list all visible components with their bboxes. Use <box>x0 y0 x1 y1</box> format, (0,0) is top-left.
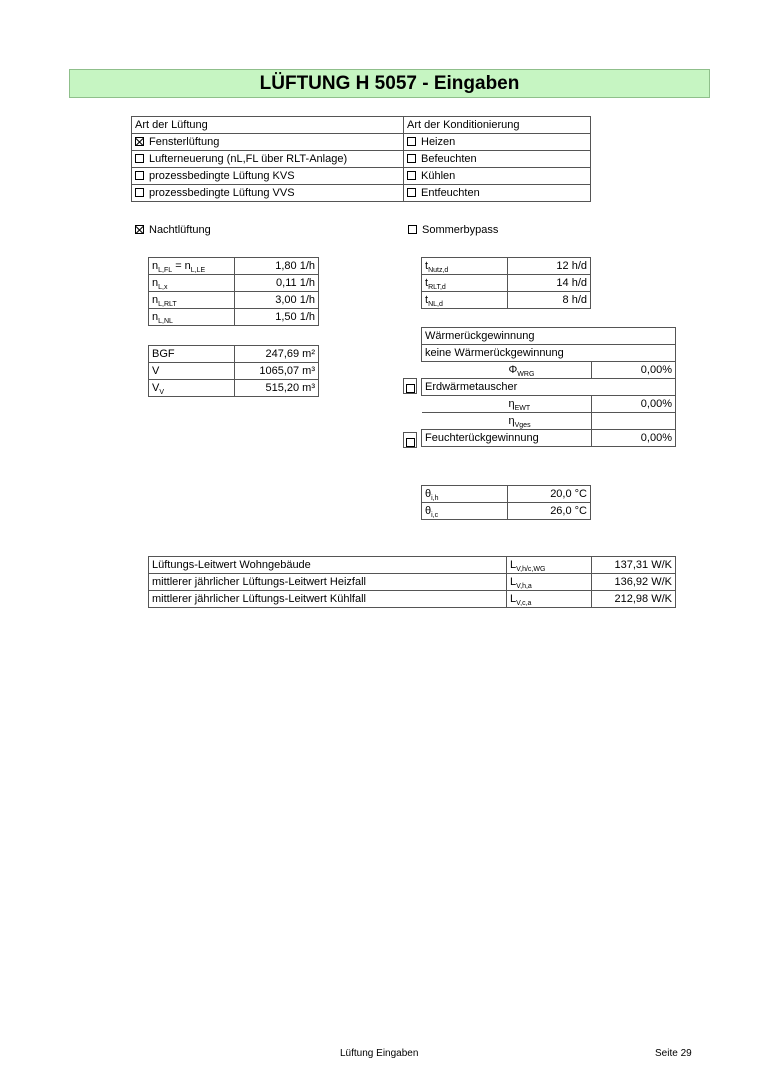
konditionierung-option[interactable]: Heizen <box>404 134 591 151</box>
table-row: Lüftungs-Leitwert Wohngebäude $L_{V,h/c,WG}$ 137,31 W/K <box>149 557 676 574</box>
value-cell[interactable]: 247,69 m² <box>235 346 319 363</box>
value-cell[interactable]: 1,80 1/h <box>235 258 319 275</box>
value-cell[interactable]: 0,00% <box>592 430 676 447</box>
value-cell[interactable]: 0,00% <box>592 396 676 413</box>
checked-box-icon[interactable] <box>135 137 144 146</box>
value-cell[interactable]: 20,0 °C <box>508 486 591 503</box>
table-row: V 1065,07 m³ <box>149 363 319 380</box>
lueftung-option[interactable]: prozessbedingte Lüftung KVS <box>132 168 404 185</box>
checkbox-icon[interactable] <box>135 154 144 163</box>
lueftung-option[interactable]: prozessbedingte Lüftung VVS <box>132 185 404 202</box>
value-cell[interactable] <box>592 413 676 430</box>
lueftung-option[interactable]: Lufterneuerung (nL,FL über RLT-Anlage) <box>132 151 404 168</box>
art-konditionierung-header: Art der Konditionierung <box>404 117 591 134</box>
checkbox-icon[interactable] <box>407 154 416 163</box>
checkbox-icon[interactable] <box>408 225 417 234</box>
sommerbypass-option[interactable]: Sommerbypass <box>408 222 498 238</box>
heat-recovery-block: Wärmerückgewinnung keine Wärmerückgewinnung $\Phi_{WRG}$ 0,00% Erdwärmetauscher $\eta_{EWT}$ 0,00% $\eta_{Vges}$ Feuchterückgewinnung 0,00% <box>403 327 676 451</box>
page-title: LÜFTUNG H 5057 - Eingaben <box>69 69 710 98</box>
art-table <box>131 116 591 202</box>
value-cell[interactable]: 515,20 m³ <box>235 380 319 397</box>
table-row: $n_{L,x}$ 0,11 1/h <box>149 275 319 292</box>
checkbox-icon[interactable] <box>135 188 144 197</box>
lueftung-option[interactable]: Fensterlüftung <box>132 134 404 151</box>
checkbox-icon[interactable] <box>135 171 144 180</box>
feuchte-checkbox-cell[interactable] <box>403 432 417 448</box>
value-cell: 137,31 W/K <box>592 557 676 574</box>
table-row: $\theta_{i,h}$ 20,0 °C <box>422 486 591 503</box>
footer-title: Lüftung Eingaben <box>340 1048 419 1059</box>
table-row: $n_{L,NL}$ 1,50 1/h <box>149 309 319 326</box>
value-cell[interactable]: 8 h/d <box>508 292 591 309</box>
table-row: $t_{Nutz,d}$ 12 h/d <box>422 258 591 275</box>
usage-time-table <box>421 257 591 309</box>
checkbox-icon[interactable] <box>407 188 416 197</box>
checkbox-icon[interactable] <box>407 171 416 180</box>
table-row: $\theta_{i,c}$ 26,0 °C <box>422 503 591 520</box>
konditionierung-option[interactable]: Kühlen <box>404 168 591 185</box>
value-cell: 212,98 W/K <box>592 591 676 608</box>
feuchte-label: Feuchterückgewinnung <box>422 430 592 447</box>
table-row: BGF 247,69 m² <box>149 346 319 363</box>
table-row: $t_{RLT,d}$ 14 h/d <box>422 275 591 292</box>
value-cell[interactable]: 0,11 1/h <box>235 275 319 292</box>
ewt-checkbox-cell[interactable] <box>403 378 417 394</box>
konditionierung-option[interactable]: Entfeuchten <box>404 185 591 202</box>
page-number: Seite 29 <box>655 1048 692 1059</box>
checkbox-icon[interactable] <box>406 384 415 393</box>
value-cell[interactable]: 14 h/d <box>508 275 591 292</box>
table-row: $V_V$ 515,20 m³ <box>149 380 319 397</box>
table-row: $n_{L,RLT}$ 3,00 1/h <box>149 292 319 309</box>
art-lueftung-header: Art der Lüftung <box>132 117 404 134</box>
ewt-label: Erdwärmetauscher <box>422 379 676 396</box>
indoor-temperature-table <box>421 485 591 520</box>
building-geometry-table <box>148 345 319 397</box>
konditionierung-option[interactable]: Befeuchten <box>404 151 591 168</box>
value-cell[interactable]: 26,0 °C <box>508 503 591 520</box>
checkbox-icon[interactable] <box>406 438 415 447</box>
heat-recovery-header: Wärmerückgewinnung <box>422 328 676 345</box>
heat-recovery-type[interactable]: keine Wärmerückgewinnung <box>422 345 676 362</box>
value-cell[interactable]: 1,50 1/h <box>235 309 319 326</box>
value-cell[interactable]: 3,00 1/h <box>235 292 319 309</box>
value-cell[interactable]: 1065,07 m³ <box>235 363 319 380</box>
table-row: $t_{NL,d}$ 8 h/d <box>422 292 591 309</box>
table-row: mittlerer jährlicher Lüftungs-Leitwert Kühlfall $L_{V,c,a}$ 212,98 W/K <box>149 591 676 608</box>
value-cell[interactable]: 12 h/d <box>508 258 591 275</box>
table-row: mittlerer jährlicher Lüftungs-Leitwert Heizfall $L_{V,h,a}$ 136,92 W/K <box>149 574 676 591</box>
value-cell: 136,92 W/K <box>592 574 676 591</box>
conductance-table <box>148 556 676 608</box>
table-row: $n_{L,FL} = n_{L,LE}$ 1,80 1/h <box>149 258 319 275</box>
nachtlueftung-option[interactable]: Nachtlüftung <box>135 222 211 238</box>
checkbox-icon[interactable] <box>407 137 416 146</box>
value-cell[interactable]: 0,00% <box>592 362 676 379</box>
checked-box-icon[interactable] <box>135 225 144 234</box>
air-change-table <box>148 257 319 326</box>
